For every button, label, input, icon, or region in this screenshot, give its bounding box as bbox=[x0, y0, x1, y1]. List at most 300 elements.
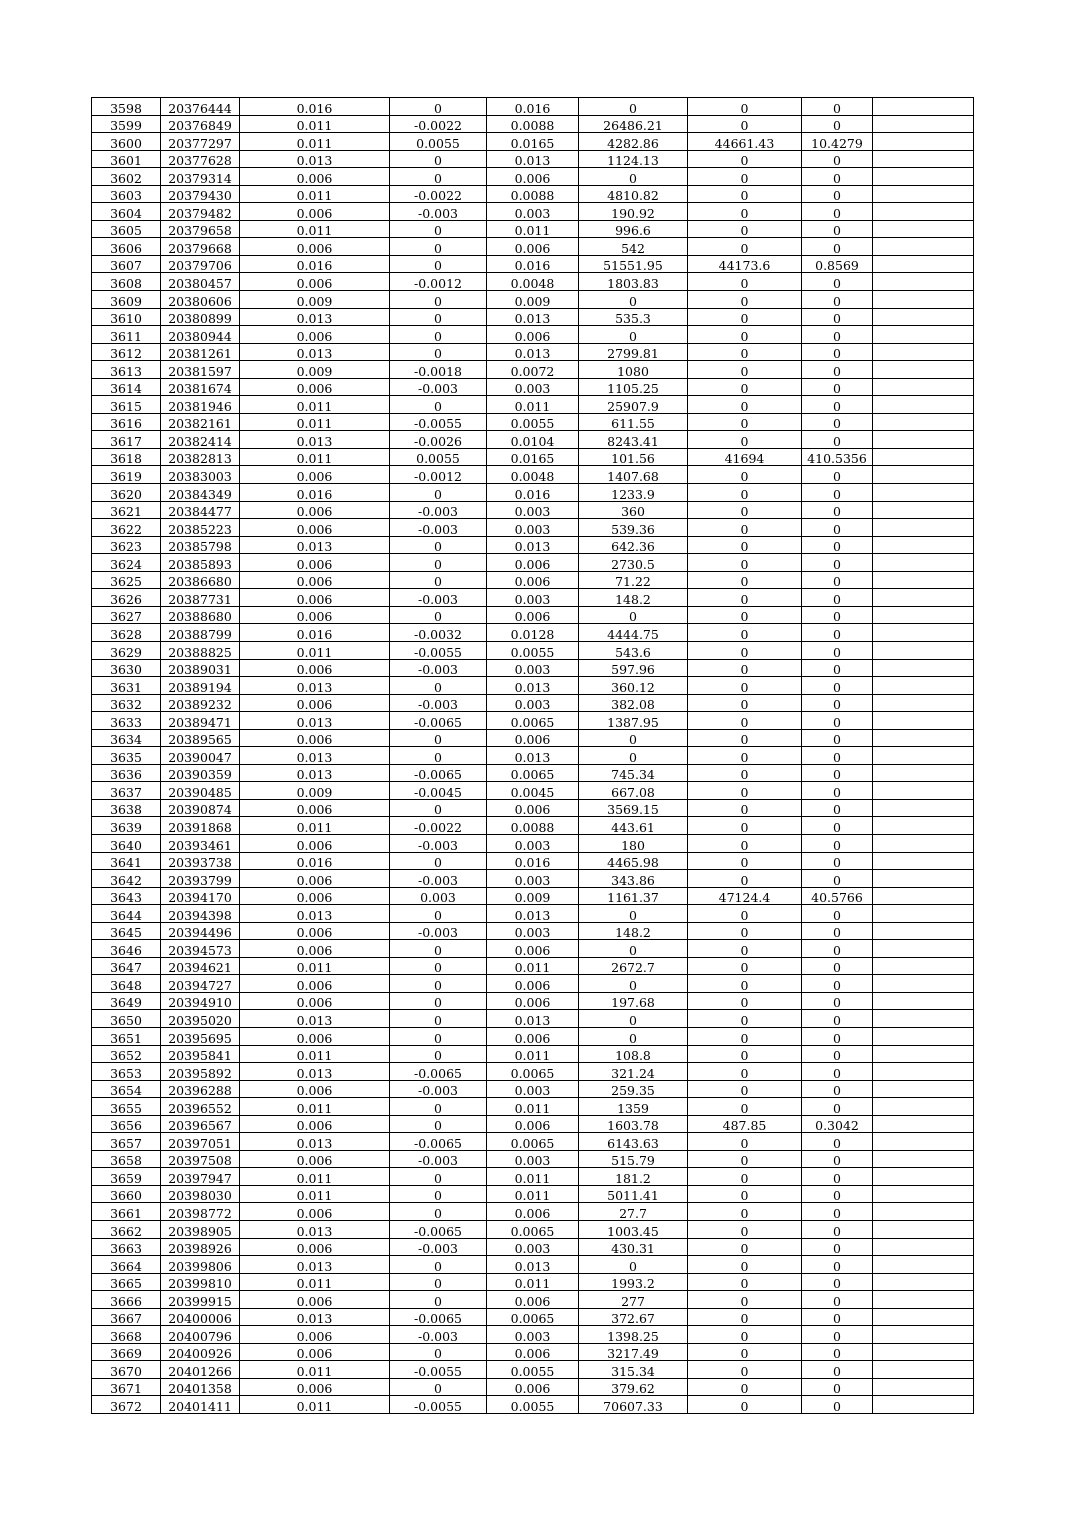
amount-cell: 382.08 bbox=[579, 694, 688, 712]
net-rate-cell: 0.003 bbox=[487, 1150, 579, 1168]
result-cell: 0 bbox=[802, 782, 873, 800]
result-cell: 0 bbox=[802, 1063, 873, 1081]
amount-cell: 0 bbox=[579, 98, 688, 116]
empty-cell bbox=[873, 519, 974, 537]
id-cell: 20389194 bbox=[161, 677, 240, 695]
adjustment-cell: -0.003 bbox=[390, 589, 487, 607]
result-cell: 0 bbox=[802, 1361, 873, 1379]
result-cell: 0.3042 bbox=[802, 1115, 873, 1133]
table-row bbox=[92, 273, 974, 291]
result-cell: 0 bbox=[802, 554, 873, 572]
amount-cell: 443.61 bbox=[579, 817, 688, 835]
net-rate-cell: 0.0065 bbox=[487, 1308, 579, 1326]
result-cell: 0 bbox=[802, 1396, 873, 1414]
adjustment-cell: 0 bbox=[390, 1010, 487, 1028]
net-rate-cell: 0.0088 bbox=[487, 115, 579, 133]
net-rate-cell: 0.003 bbox=[487, 922, 579, 940]
rate-cell: 0.006 bbox=[240, 589, 390, 607]
table-row bbox=[92, 1133, 974, 1151]
net-rate-cell: 0.013 bbox=[487, 150, 579, 168]
base-amount-cell: 0 bbox=[688, 975, 802, 993]
amount-cell: 0 bbox=[579, 606, 688, 624]
table-row bbox=[92, 1185, 974, 1203]
amount-cell: 642.36 bbox=[579, 536, 688, 554]
amount-cell: 515.79 bbox=[579, 1150, 688, 1168]
empty-cell bbox=[873, 466, 974, 484]
adjustment-cell: -0.003 bbox=[390, 501, 487, 519]
base-amount-cell: 0 bbox=[688, 1343, 802, 1361]
table-row bbox=[92, 255, 974, 273]
rate-cell: 0.006 bbox=[240, 975, 390, 993]
row-number-cell: 3608 bbox=[92, 273, 161, 291]
table-row bbox=[92, 940, 974, 958]
base-amount-cell: 0 bbox=[688, 589, 802, 607]
rate-cell: 0.013 bbox=[240, 712, 390, 730]
row-number-cell: 3648 bbox=[92, 975, 161, 993]
id-cell: 20390874 bbox=[161, 799, 240, 817]
table-row bbox=[92, 150, 974, 168]
result-cell: 0 bbox=[802, 1080, 873, 1098]
net-rate-cell: 0.0065 bbox=[487, 764, 579, 782]
base-amount-cell: 0 bbox=[688, 834, 802, 852]
row-number-cell: 3640 bbox=[92, 834, 161, 852]
id-cell: 20397051 bbox=[161, 1133, 240, 1151]
row-number-cell: 3632 bbox=[92, 694, 161, 712]
empty-cell bbox=[873, 484, 974, 502]
table-row bbox=[92, 1378, 974, 1396]
row-number-cell: 3661 bbox=[92, 1203, 161, 1221]
table-row bbox=[92, 1396, 974, 1414]
net-rate-cell: 0.003 bbox=[487, 1326, 579, 1344]
empty-cell bbox=[873, 624, 974, 642]
row-number-cell: 3604 bbox=[92, 203, 161, 221]
base-amount-cell: 44661.43 bbox=[688, 133, 802, 151]
row-number-cell: 3611 bbox=[92, 326, 161, 344]
base-amount-cell: 0 bbox=[688, 466, 802, 484]
result-cell: 0 bbox=[802, 326, 873, 344]
id-cell: 20385798 bbox=[161, 536, 240, 554]
rate-cell: 0.011 bbox=[240, 1396, 390, 1414]
table-row bbox=[92, 413, 974, 431]
id-cell: 20380899 bbox=[161, 308, 240, 326]
adjustment-cell: -0.0022 bbox=[390, 185, 487, 203]
rate-cell: 0.013 bbox=[240, 1256, 390, 1274]
adjustment-cell: -0.0055 bbox=[390, 641, 487, 659]
adjustment-cell: -0.003 bbox=[390, 378, 487, 396]
base-amount-cell: 0 bbox=[688, 1098, 802, 1116]
table-row bbox=[92, 817, 974, 835]
table-row bbox=[92, 957, 974, 975]
adjustment-cell: -0.003 bbox=[390, 870, 487, 888]
id-cell: 20394727 bbox=[161, 975, 240, 993]
result-cell: 0 bbox=[802, 1133, 873, 1151]
amount-cell: 1105.25 bbox=[579, 378, 688, 396]
result-cell: 0 bbox=[802, 1273, 873, 1291]
id-cell: 20384477 bbox=[161, 501, 240, 519]
result-cell: 0 bbox=[802, 992, 873, 1010]
net-rate-cell: 0.011 bbox=[487, 396, 579, 414]
net-rate-cell: 0.0088 bbox=[487, 185, 579, 203]
base-amount-cell: 0 bbox=[688, 484, 802, 502]
rate-cell: 0.006 bbox=[240, 1291, 390, 1309]
id-cell: 20399806 bbox=[161, 1256, 240, 1274]
rate-cell: 0.006 bbox=[240, 1080, 390, 1098]
base-amount-cell: 0 bbox=[688, 606, 802, 624]
amount-cell: 321.24 bbox=[579, 1063, 688, 1081]
base-amount-cell: 0 bbox=[688, 870, 802, 888]
row-number-cell: 3627 bbox=[92, 606, 161, 624]
empty-cell bbox=[873, 1221, 974, 1239]
rate-cell: 0.006 bbox=[240, 466, 390, 484]
rate-cell: 0.006 bbox=[240, 501, 390, 519]
id-cell: 20400926 bbox=[161, 1343, 240, 1361]
empty-cell bbox=[873, 887, 974, 905]
id-cell: 20389232 bbox=[161, 694, 240, 712]
net-rate-cell: 0.003 bbox=[487, 659, 579, 677]
amount-cell: 181.2 bbox=[579, 1168, 688, 1186]
rate-cell: 0.016 bbox=[240, 255, 390, 273]
id-cell: 20376849 bbox=[161, 115, 240, 133]
rate-cell: 0.011 bbox=[240, 220, 390, 238]
result-cell: 0 bbox=[802, 150, 873, 168]
rate-cell: 0.011 bbox=[240, 448, 390, 466]
base-amount-cell: 0 bbox=[688, 940, 802, 958]
id-cell: 20395020 bbox=[161, 1010, 240, 1028]
adjustment-cell: 0 bbox=[390, 940, 487, 958]
base-amount-cell: 0 bbox=[688, 554, 802, 572]
row-number-cell: 3635 bbox=[92, 747, 161, 765]
rate-cell: 0.016 bbox=[240, 98, 390, 116]
net-rate-cell: 0.013 bbox=[487, 308, 579, 326]
rate-cell: 0.006 bbox=[240, 799, 390, 817]
rate-cell: 0.011 bbox=[240, 1168, 390, 1186]
net-rate-cell: 0.011 bbox=[487, 220, 579, 238]
empty-cell bbox=[873, 677, 974, 695]
result-cell: 0 bbox=[802, 115, 873, 133]
net-rate-cell: 0.006 bbox=[487, 606, 579, 624]
amount-cell: 2672.7 bbox=[579, 957, 688, 975]
row-number-cell: 3650 bbox=[92, 1010, 161, 1028]
adjustment-cell: 0 bbox=[390, 308, 487, 326]
rate-cell: 0.013 bbox=[240, 150, 390, 168]
result-cell: 0 bbox=[802, 413, 873, 431]
net-rate-cell: 0.0065 bbox=[487, 1221, 579, 1239]
base-amount-cell: 0 bbox=[688, 308, 802, 326]
empty-cell bbox=[873, 255, 974, 273]
rate-cell: 0.013 bbox=[240, 308, 390, 326]
table-row bbox=[92, 308, 974, 326]
empty-cell bbox=[873, 1063, 974, 1081]
result-cell: 0 bbox=[802, 624, 873, 642]
row-number-cell: 3625 bbox=[92, 571, 161, 589]
rate-cell: 0.006 bbox=[240, 326, 390, 344]
id-cell: 20398030 bbox=[161, 1185, 240, 1203]
id-cell: 20376444 bbox=[161, 98, 240, 116]
table-row bbox=[92, 431, 974, 449]
rate-cell: 0.006 bbox=[240, 729, 390, 747]
result-cell: 0 bbox=[802, 238, 873, 256]
table-row bbox=[92, 326, 974, 344]
net-rate-cell: 0.016 bbox=[487, 98, 579, 116]
id-cell: 20380457 bbox=[161, 273, 240, 291]
net-rate-cell: 0.013 bbox=[487, 343, 579, 361]
result-cell: 0 bbox=[802, 431, 873, 449]
adjustment-cell: 0 bbox=[390, 1185, 487, 1203]
amount-cell: 0 bbox=[579, 747, 688, 765]
id-cell: 20394910 bbox=[161, 992, 240, 1010]
table-row bbox=[92, 571, 974, 589]
adjustment-cell: 0 bbox=[390, 98, 487, 116]
table-row bbox=[92, 168, 974, 186]
base-amount-cell: 0 bbox=[688, 343, 802, 361]
result-cell: 0 bbox=[802, 536, 873, 554]
amount-cell: 996.6 bbox=[579, 220, 688, 238]
empty-cell bbox=[873, 782, 974, 800]
rate-cell: 0.006 bbox=[240, 554, 390, 572]
table-row bbox=[92, 975, 974, 993]
base-amount-cell: 0 bbox=[688, 326, 802, 344]
rate-cell: 0.013 bbox=[240, 343, 390, 361]
empty-cell bbox=[873, 817, 974, 835]
net-rate-cell: 0.006 bbox=[487, 799, 579, 817]
empty-cell bbox=[873, 1238, 974, 1256]
row-number-cell: 3616 bbox=[92, 413, 161, 431]
amount-cell: 51551.95 bbox=[579, 255, 688, 273]
rate-cell: 0.006 bbox=[240, 922, 390, 940]
amount-cell: 372.67 bbox=[579, 1308, 688, 1326]
amount-cell: 0 bbox=[579, 940, 688, 958]
base-amount-cell: 0 bbox=[688, 1308, 802, 1326]
net-rate-cell: 0.0065 bbox=[487, 712, 579, 730]
result-cell: 0 bbox=[802, 729, 873, 747]
id-cell: 20395841 bbox=[161, 1045, 240, 1063]
base-amount-cell: 0 bbox=[688, 396, 802, 414]
row-number-cell: 3623 bbox=[92, 536, 161, 554]
rate-cell: 0.011 bbox=[240, 817, 390, 835]
base-amount-cell: 0 bbox=[688, 1396, 802, 1414]
row-number-cell: 3646 bbox=[92, 940, 161, 958]
id-cell: 20389565 bbox=[161, 729, 240, 747]
amount-cell: 0 bbox=[579, 1027, 688, 1045]
adjustment-cell: -0.003 bbox=[390, 922, 487, 940]
empty-cell bbox=[873, 1308, 974, 1326]
row-number-cell: 3656 bbox=[92, 1115, 161, 1133]
table-row bbox=[92, 501, 974, 519]
row-number-cell: 3662 bbox=[92, 1221, 161, 1239]
base-amount-cell: 0 bbox=[688, 1185, 802, 1203]
rate-cell: 0.016 bbox=[240, 624, 390, 642]
result-cell: 0 bbox=[802, 185, 873, 203]
amount-cell: 108.8 bbox=[579, 1045, 688, 1063]
net-rate-cell: 0.0128 bbox=[487, 624, 579, 642]
amount-cell: 26486.21 bbox=[579, 115, 688, 133]
base-amount-cell: 0 bbox=[688, 659, 802, 677]
empty-cell bbox=[873, 1378, 974, 1396]
adjustment-cell: -0.0045 bbox=[390, 782, 487, 800]
base-amount-cell: 0 bbox=[688, 729, 802, 747]
result-cell: 0 bbox=[802, 484, 873, 502]
table-row bbox=[92, 1203, 974, 1221]
table-row bbox=[92, 729, 974, 747]
row-number-cell: 3644 bbox=[92, 905, 161, 923]
result-cell: 0 bbox=[802, 571, 873, 589]
id-cell: 20380944 bbox=[161, 326, 240, 344]
amount-cell: 1407.68 bbox=[579, 466, 688, 484]
row-number-cell: 3669 bbox=[92, 1343, 161, 1361]
row-number-cell: 3609 bbox=[92, 291, 161, 309]
id-cell: 20401266 bbox=[161, 1361, 240, 1379]
id-cell: 20398926 bbox=[161, 1238, 240, 1256]
table-row bbox=[92, 115, 974, 133]
net-rate-cell: 0.006 bbox=[487, 1378, 579, 1396]
result-cell: 0 bbox=[802, 799, 873, 817]
row-number-cell: 3618 bbox=[92, 448, 161, 466]
base-amount-cell: 0 bbox=[688, 677, 802, 695]
base-amount-cell: 0 bbox=[688, 501, 802, 519]
net-rate-cell: 0.003 bbox=[487, 870, 579, 888]
id-cell: 20396552 bbox=[161, 1098, 240, 1116]
id-cell: 20381674 bbox=[161, 378, 240, 396]
base-amount-cell: 0 bbox=[688, 431, 802, 449]
net-rate-cell: 0.003 bbox=[487, 378, 579, 396]
adjustment-cell: 0 bbox=[390, 1027, 487, 1045]
row-number-cell: 3619 bbox=[92, 466, 161, 484]
empty-cell bbox=[873, 764, 974, 782]
base-amount-cell: 41694 bbox=[688, 448, 802, 466]
empty-cell bbox=[873, 571, 974, 589]
table-row bbox=[92, 834, 974, 852]
amount-cell: 6143.63 bbox=[579, 1133, 688, 1151]
table-row bbox=[92, 1098, 974, 1116]
adjustment-cell: 0 bbox=[390, 1343, 487, 1361]
base-amount-cell: 0 bbox=[688, 536, 802, 554]
base-amount-cell: 0 bbox=[688, 361, 802, 379]
table-row bbox=[92, 448, 974, 466]
id-cell: 20379482 bbox=[161, 203, 240, 221]
adjustment-cell: 0 bbox=[390, 905, 487, 923]
adjustment-cell: -0.0055 bbox=[390, 1361, 487, 1379]
base-amount-cell: 0 bbox=[688, 1063, 802, 1081]
id-cell: 20394573 bbox=[161, 940, 240, 958]
amount-cell: 70607.33 bbox=[579, 1396, 688, 1414]
net-rate-cell: 0.009 bbox=[487, 887, 579, 905]
base-amount-cell: 0 bbox=[688, 1150, 802, 1168]
amount-cell: 1003.45 bbox=[579, 1221, 688, 1239]
table-row bbox=[92, 238, 974, 256]
row-number-cell: 3641 bbox=[92, 852, 161, 870]
rate-cell: 0.006 bbox=[240, 203, 390, 221]
result-cell: 0 bbox=[802, 1378, 873, 1396]
row-number-cell: 3638 bbox=[92, 799, 161, 817]
empty-cell bbox=[873, 220, 974, 238]
empty-cell bbox=[873, 606, 974, 624]
net-rate-cell: 0.011 bbox=[487, 957, 579, 975]
amount-cell: 148.2 bbox=[579, 589, 688, 607]
empty-cell bbox=[873, 291, 974, 309]
amount-cell: 343.86 bbox=[579, 870, 688, 888]
rate-cell: 0.006 bbox=[240, 992, 390, 1010]
table-row bbox=[92, 606, 974, 624]
rate-cell: 0.006 bbox=[240, 659, 390, 677]
result-cell: 0 bbox=[802, 1027, 873, 1045]
empty-cell bbox=[873, 975, 974, 993]
id-cell: 20394621 bbox=[161, 957, 240, 975]
row-number-cell: 3649 bbox=[92, 992, 161, 1010]
rate-cell: 0.011 bbox=[240, 185, 390, 203]
net-rate-cell: 0.011 bbox=[487, 1185, 579, 1203]
adjustment-cell: 0 bbox=[390, 1256, 487, 1274]
rate-cell: 0.006 bbox=[240, 1203, 390, 1221]
net-rate-cell: 0.013 bbox=[487, 747, 579, 765]
adjustment-cell: -0.0022 bbox=[390, 115, 487, 133]
table-row bbox=[92, 624, 974, 642]
rate-cell: 0.006 bbox=[240, 694, 390, 712]
row-number-cell: 3666 bbox=[92, 1291, 161, 1309]
amount-cell: 2799.81 bbox=[579, 343, 688, 361]
row-number-cell: 3629 bbox=[92, 641, 161, 659]
row-number-cell: 3636 bbox=[92, 764, 161, 782]
adjustment-cell: -0.0022 bbox=[390, 817, 487, 835]
amount-cell: 1161.37 bbox=[579, 887, 688, 905]
empty-cell bbox=[873, 992, 974, 1010]
id-cell: 20400006 bbox=[161, 1308, 240, 1326]
rate-cell: 0.006 bbox=[240, 1150, 390, 1168]
empty-cell bbox=[873, 1080, 974, 1098]
net-rate-cell: 0.003 bbox=[487, 589, 579, 607]
row-number-cell: 3607 bbox=[92, 255, 161, 273]
adjustment-cell: 0 bbox=[390, 220, 487, 238]
result-cell: 0.8569 bbox=[802, 255, 873, 273]
id-cell: 20383003 bbox=[161, 466, 240, 484]
table-row bbox=[92, 905, 974, 923]
row-number-cell: 3603 bbox=[92, 185, 161, 203]
rate-cell: 0.013 bbox=[240, 747, 390, 765]
base-amount-cell: 0 bbox=[688, 1027, 802, 1045]
base-amount-cell: 0 bbox=[688, 992, 802, 1010]
adjustment-cell: -0.003 bbox=[390, 694, 487, 712]
amount-cell: 1993.2 bbox=[579, 1273, 688, 1291]
result-cell: 0 bbox=[802, 1010, 873, 1028]
id-cell: 20379430 bbox=[161, 185, 240, 203]
net-rate-cell: 0.003 bbox=[487, 519, 579, 537]
amount-cell: 197.68 bbox=[579, 992, 688, 1010]
empty-cell bbox=[873, 185, 974, 203]
row-number-cell: 3660 bbox=[92, 1185, 161, 1203]
base-amount-cell: 0 bbox=[688, 1326, 802, 1344]
adjustment-cell: 0 bbox=[390, 1378, 487, 1396]
amount-cell: 0 bbox=[579, 291, 688, 309]
rate-cell: 0.006 bbox=[240, 1378, 390, 1396]
net-rate-cell: 0.011 bbox=[487, 1098, 579, 1116]
result-cell: 410.5356 bbox=[802, 448, 873, 466]
net-rate-cell: 0.0048 bbox=[487, 466, 579, 484]
row-number-cell: 3613 bbox=[92, 361, 161, 379]
adjustment-cell: -0.0065 bbox=[390, 1221, 487, 1239]
row-number-cell: 3658 bbox=[92, 1150, 161, 1168]
table-row bbox=[92, 694, 974, 712]
row-number-cell: 3630 bbox=[92, 659, 161, 677]
id-cell: 20393738 bbox=[161, 852, 240, 870]
row-number-cell: 3671 bbox=[92, 1378, 161, 1396]
amount-cell: 360.12 bbox=[579, 677, 688, 695]
net-rate-cell: 0.003 bbox=[487, 501, 579, 519]
result-cell: 0 bbox=[802, 641, 873, 659]
id-cell: 20391868 bbox=[161, 817, 240, 835]
amount-cell: 1359 bbox=[579, 1098, 688, 1116]
result-cell: 0 bbox=[802, 1185, 873, 1203]
rate-cell: 0.006 bbox=[240, 1326, 390, 1344]
row-number-cell: 3606 bbox=[92, 238, 161, 256]
